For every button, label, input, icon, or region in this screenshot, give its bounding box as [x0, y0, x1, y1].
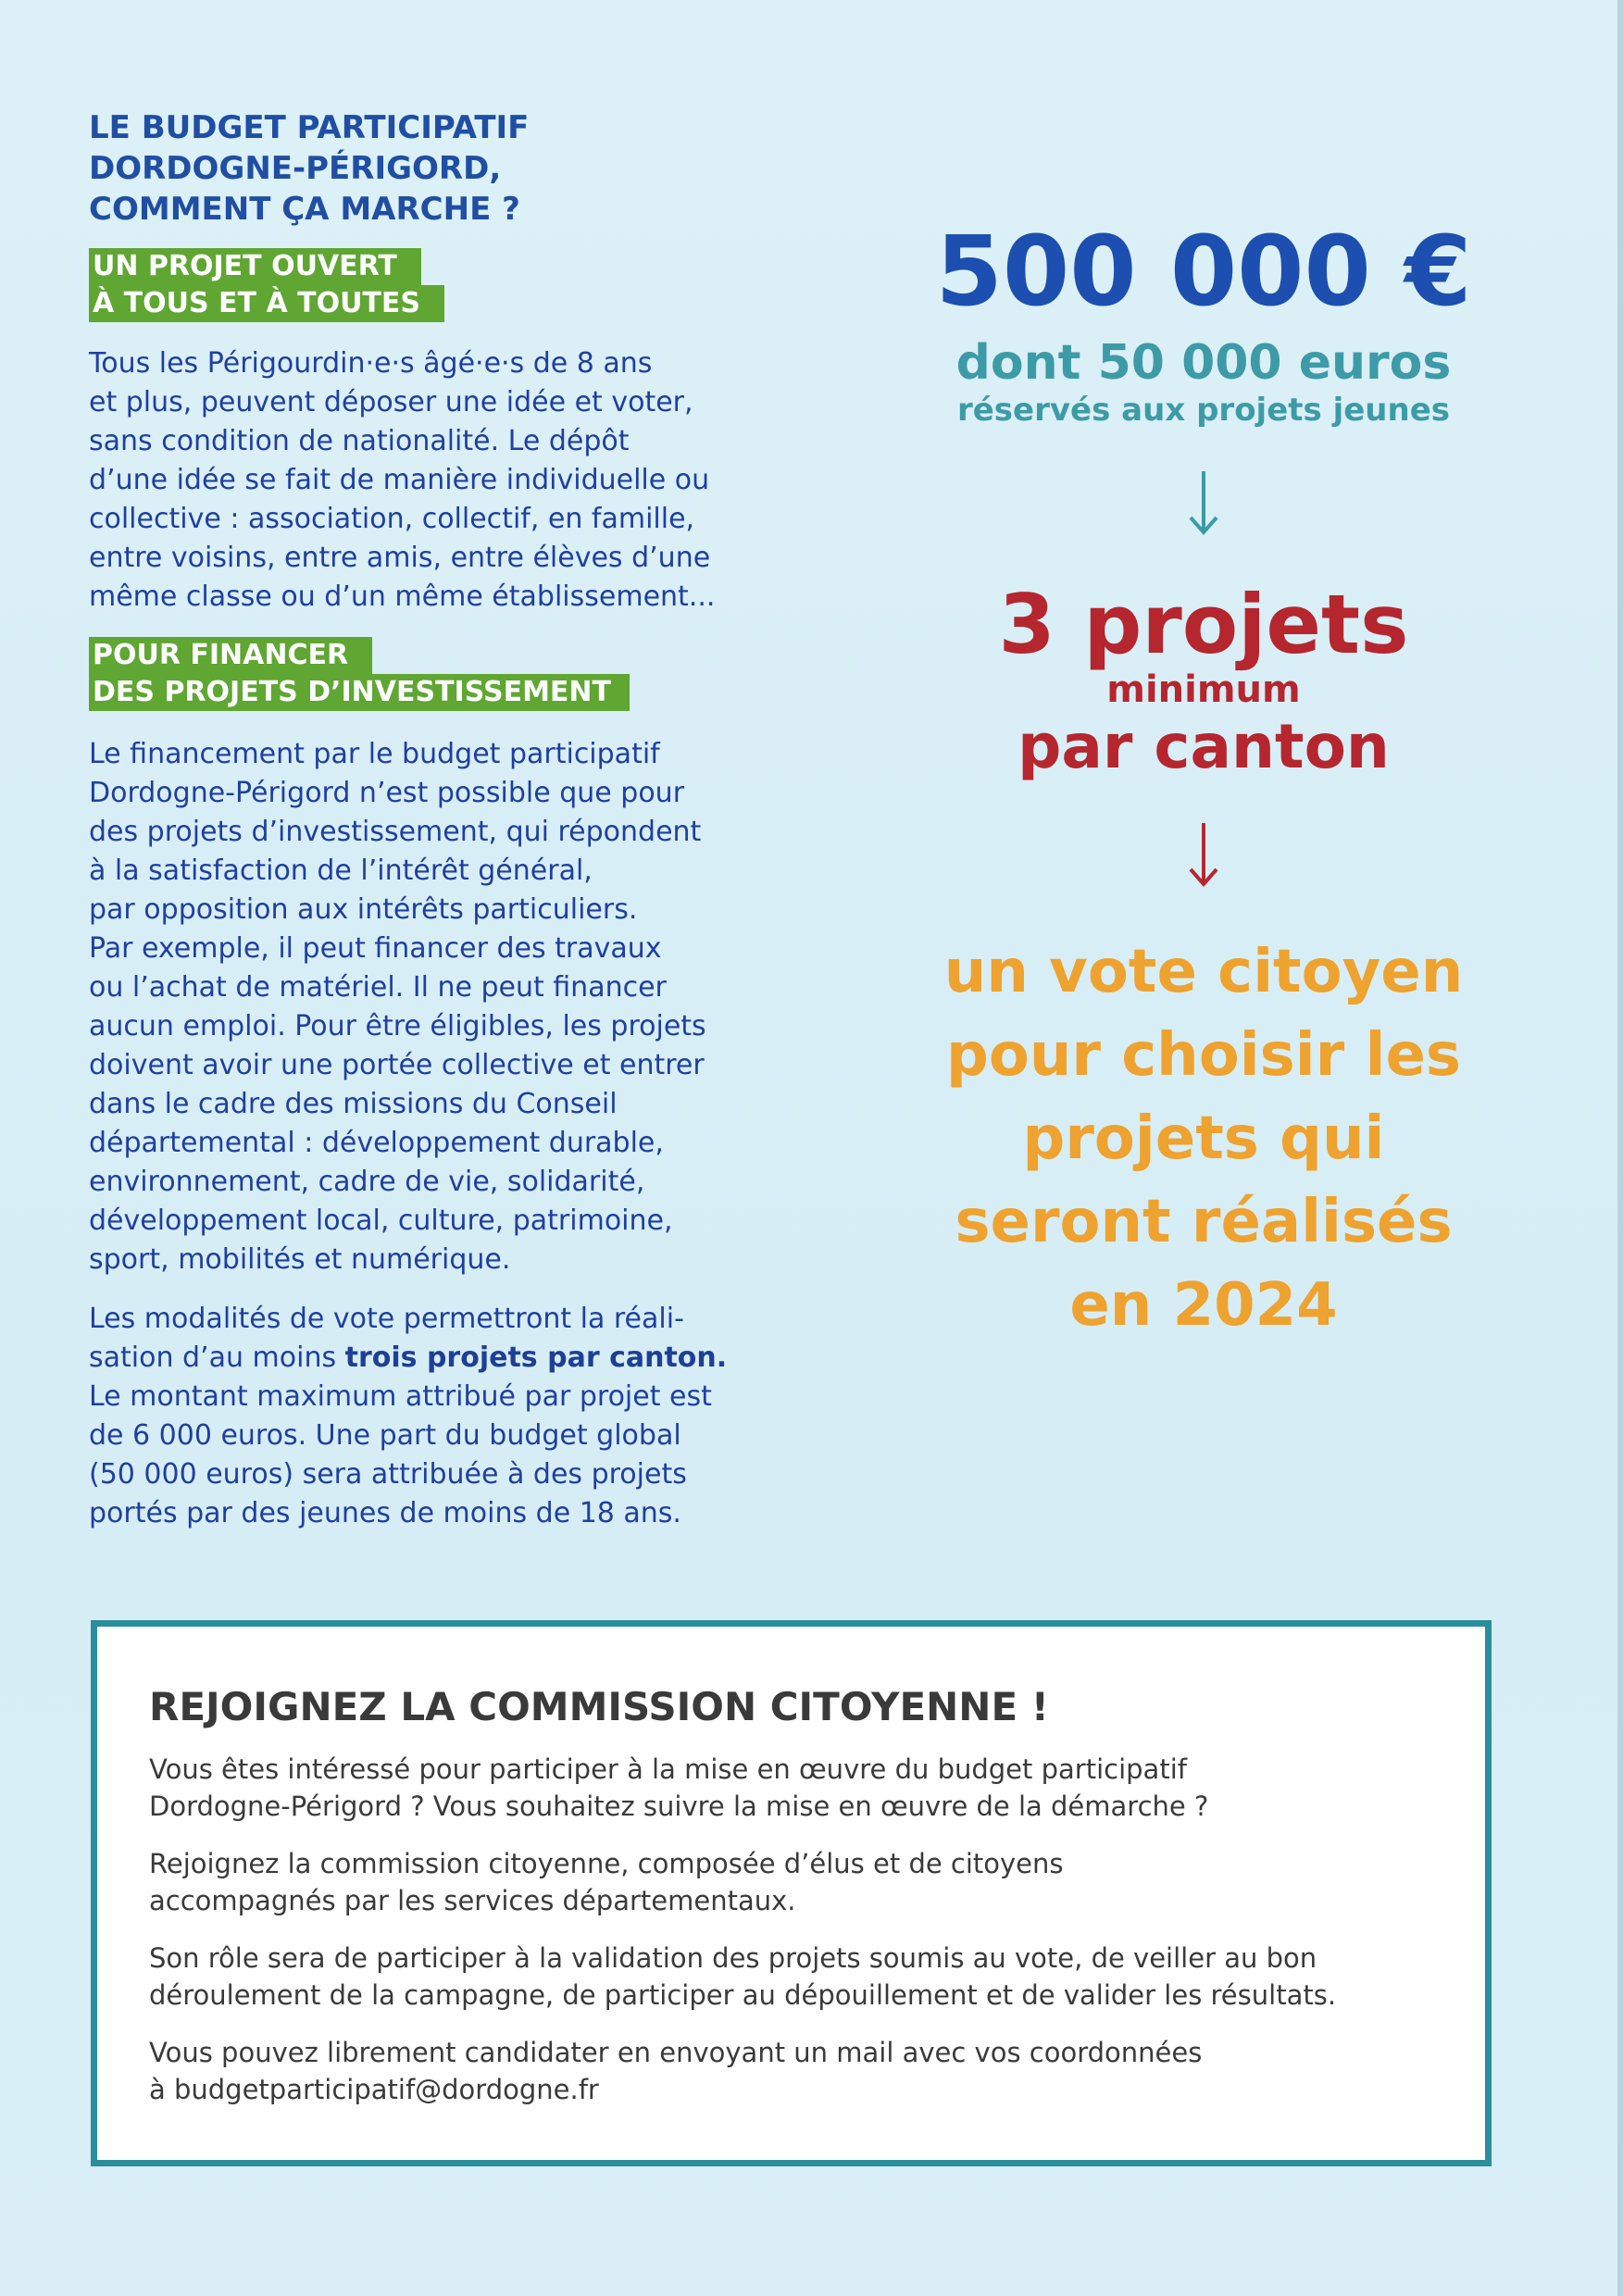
section-vote-text: [89, 1300, 830, 1533]
text-line: aucun emploi. Pour être éligibles, les projets: [89, 1010, 706, 1042]
commission-paragraph: [149, 2034, 1445, 2108]
text-line: Tous les Périgourdin·e·s âgé·e·s de 8 ans: [89, 347, 653, 380]
text-line: ou l’achat de matériel. Il ne peut financer: [89, 971, 667, 1004]
commission-title: REJOIGNEZ LA COMMISSION CITOYENNE !: [149, 1684, 1049, 1729]
commission-box-content: [149, 1684, 1445, 2128]
section-open-text: [89, 344, 830, 617]
text-line: doivent avoir une portée collective et entrer: [89, 1049, 705, 1081]
tag-line: À TOUS ET À TOUTES: [89, 285, 444, 322]
commission-paragraph: [149, 1845, 1445, 1919]
citizen-vote-statement: [889, 930, 1518, 1347]
vote-line: seront réalisés: [955, 1188, 1453, 1256]
text-line: départemental : développement durable,: [89, 1127, 664, 1159]
projects-count: 3 projets: [998, 577, 1409, 672]
left-column: [89, 107, 830, 1533]
text-fragment: sation d’au moins: [89, 1341, 345, 1374]
text-line: Le montant maximum attribué par projet est: [89, 1380, 712, 1413]
youth-amount: dont 50 000 euros: [955, 335, 1452, 391]
text-line: accompagnés par les services départementaux.: [149, 1885, 796, 1916]
text-line: [89, 1339, 830, 1378]
text-line: entre voisins, entre amis, entre élèves d’une: [89, 542, 711, 574]
text-line: déroulement de la campagne, de participer au dépouillement et de valider les résultats.: [149, 1979, 1337, 2011]
text-line: Vous pouvez librement candidater en envoyant un mail avec vos coordonnées: [149, 2037, 1203, 2068]
text-line: Par exemple, il peut financer des travaux: [89, 932, 662, 965]
text-line: sport, mobilités et numérique.: [89, 1243, 511, 1276]
text-line: et plus, peuvent déposer une idée et voter,: [89, 386, 693, 418]
page-edge: [1617, 0, 1623, 2296]
text-line: dans le cadre des missions du Conseil: [89, 1088, 618, 1120]
title-line: DORDOGNE-PÉRIGORD,: [89, 150, 502, 187]
vote-line: en 2024: [1069, 1271, 1338, 1340]
text-line: Dordogne-Périgord n’est possible que pour: [89, 777, 685, 809]
text-line: Son rôle sera de participer à la validation des projets soumis au vote, de veiller au bon: [149, 1942, 1317, 1974]
youth-amount-note: réservés aux projets jeunes: [956, 392, 1451, 429]
arrow-down-icon: [1185, 469, 1222, 536]
tag-line: DES PROJETS D’INVESTISSEMENT: [89, 674, 630, 711]
text-line: Vous êtes intéressé pour participer à la mise en œuvre du budget participatif: [149, 1753, 1187, 1785]
text-line: Les modalités de vote permettront la réali-: [89, 1303, 684, 1335]
section-tag-invest: [89, 637, 830, 711]
text-line: de 6 000 euros. Une part du budget global: [89, 1419, 681, 1452]
text-line: environnement, cadre de vie, solidarité,: [89, 1166, 645, 1198]
text-line: collective : association, collectif, en famille,: [89, 503, 695, 535]
vote-line: projets qui: [1022, 1104, 1385, 1173]
vote-line: un vote citoyen: [943, 938, 1464, 1006]
text-line: (50 000 euros) sera attribuée à des projets: [89, 1458, 687, 1491]
text-line: des projets d’investissement, qui répondent: [89, 816, 702, 848]
right-column: [889, 215, 1518, 1347]
text-line: Le financement par le budget participatif: [89, 738, 660, 770]
text-line: d’une idée se fait de manière individuelle ou: [89, 464, 710, 496]
emphasis-text: trois projets par canton.: [344, 1341, 728, 1374]
text-line: développement local, culture, patrimoine,: [89, 1204, 673, 1237]
arrow-down-icon: [1185, 821, 1222, 888]
title-line: LE BUDGET PARTICIPATIF: [89, 109, 530, 146]
title-line: COMMENT ÇA MARCHE ?: [89, 191, 520, 228]
projects-minimum-label: minimum: [1106, 668, 1301, 711]
page-bottom-margin: [0, 2176, 1623, 2296]
tag-line: POUR FINANCER: [89, 637, 372, 674]
commission-paragraph: [149, 1940, 1445, 2014]
text-line: sans condition de nationalité. Le dépôt: [89, 425, 630, 457]
budget-amount: 500 000 €: [935, 215, 1472, 328]
text-line: Rejoignez la commission citoyenne, composée d’élus et de citoyens: [149, 1848, 1064, 1879]
commission-paragraph: [149, 1751, 1445, 1825]
text-line: même classe ou d’un même établissement...: [89, 580, 716, 613]
text-line: à la satisfaction de l’intérêt général,: [89, 855, 593, 887]
section-invest-text: [89, 735, 830, 1279]
page-title: [89, 107, 830, 230]
projects-per-canton: par canton: [1017, 711, 1390, 782]
text-line: par opposition aux intérêts particuliers.: [89, 893, 638, 926]
section-tag-open: [89, 248, 830, 322]
vote-line: pour choisir les: [946, 1021, 1461, 1090]
contact-email-line[interactable]: à budgetparticipatif@dordogne.fr: [149, 2074, 599, 2105]
text-line: portés par des jeunes de moins de 18 ans.: [89, 1497, 681, 1529]
commission-box: [91, 1620, 1492, 2166]
tag-line: UN PROJET OUVERT: [89, 248, 421, 285]
text-line: Dordogne-Périgord ? Vous souhaitez suivre la mise en œuvre de la démarche ?: [149, 1791, 1209, 1822]
